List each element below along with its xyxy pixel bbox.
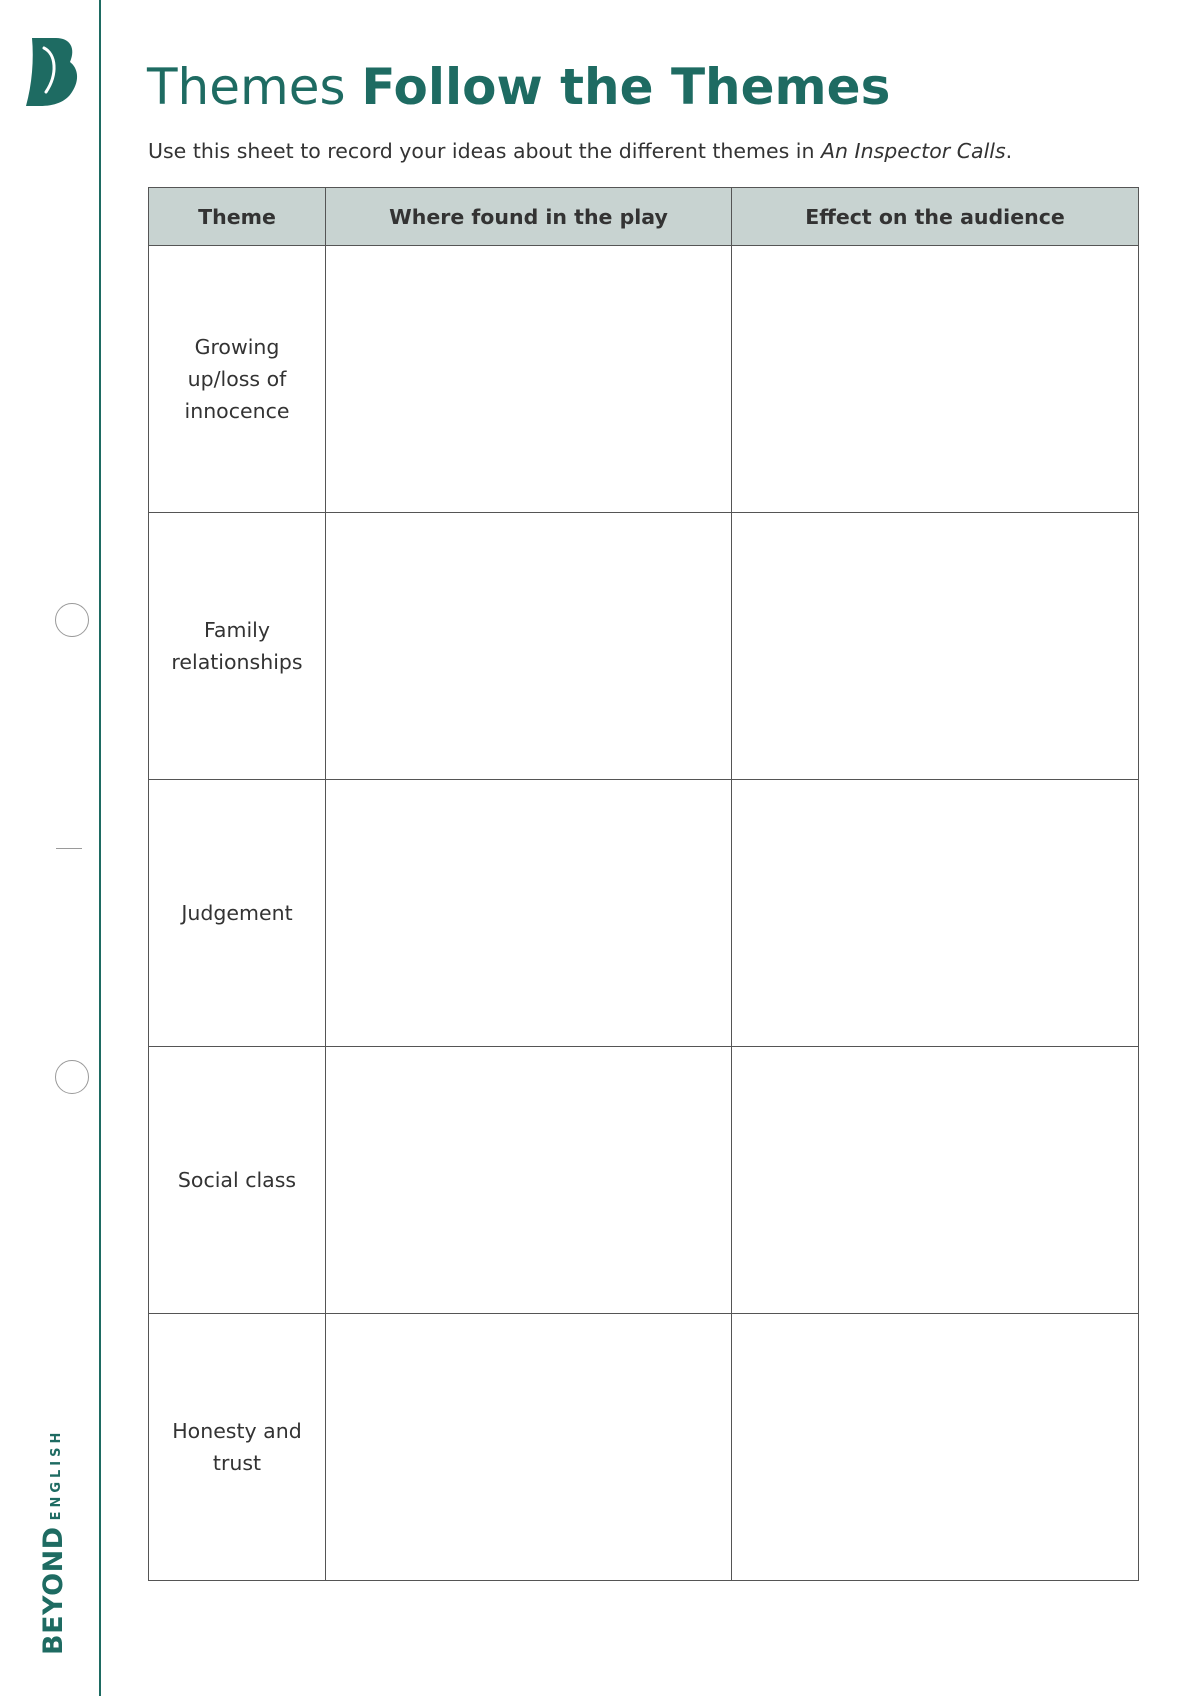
- where-found-cell[interactable]: [326, 513, 732, 780]
- punch-hole-bottom: [55, 1060, 89, 1094]
- theme-cell: Judgement: [149, 780, 326, 1047]
- page-title: [147, 60, 890, 115]
- effect-cell[interactable]: [732, 780, 1139, 1047]
- table-row: [149, 780, 1139, 1047]
- title-category: Themes: [147, 58, 346, 116]
- table-row: [149, 246, 1139, 513]
- margin-line: [99, 0, 101, 1696]
- brand-wordmark: [38, 1429, 69, 1655]
- beyond-b-logo-icon: [26, 36, 80, 108]
- header-theme: Theme: [149, 188, 326, 246]
- where-found-cell[interactable]: [326, 1047, 732, 1314]
- header-effect: Effect on the audience: [732, 188, 1139, 246]
- play-title: An Inspector Calls: [821, 139, 1006, 163]
- where-found-cell[interactable]: [326, 246, 732, 513]
- where-found-cell[interactable]: [326, 780, 732, 1047]
- where-found-cell[interactable]: [326, 1314, 732, 1581]
- effect-cell[interactable]: [732, 246, 1139, 513]
- intro-text: [148, 139, 1012, 163]
- theme-cell: Honesty and trust: [149, 1314, 326, 1581]
- theme-cell: Social class: [149, 1047, 326, 1314]
- header-where-found: Where found in the play: [326, 188, 732, 246]
- punch-hole-top: [55, 603, 89, 637]
- themes-table: [148, 187, 1139, 1581]
- table-row: [149, 1314, 1139, 1581]
- table-row: [149, 513, 1139, 780]
- table-header-row: [149, 188, 1139, 246]
- intro-body: Use this sheet to record your ideas about the different themes in: [148, 139, 822, 163]
- title-name: Follow the Themes: [361, 58, 891, 116]
- theme-cell: Family relationships: [149, 513, 326, 780]
- effect-cell[interactable]: [732, 1314, 1139, 1581]
- brand-name-sub: ENGLISH: [49, 1428, 64, 1521]
- intro-end: .: [1005, 139, 1013, 163]
- table-row: [149, 1047, 1139, 1314]
- brand-name-main: BEYOND: [38, 1526, 69, 1655]
- effect-cell[interactable]: [732, 513, 1139, 780]
- theme-cell: Growing up/loss of innocence: [149, 246, 326, 513]
- effect-cell[interactable]: [732, 1047, 1139, 1314]
- fold-mark: [56, 848, 82, 849]
